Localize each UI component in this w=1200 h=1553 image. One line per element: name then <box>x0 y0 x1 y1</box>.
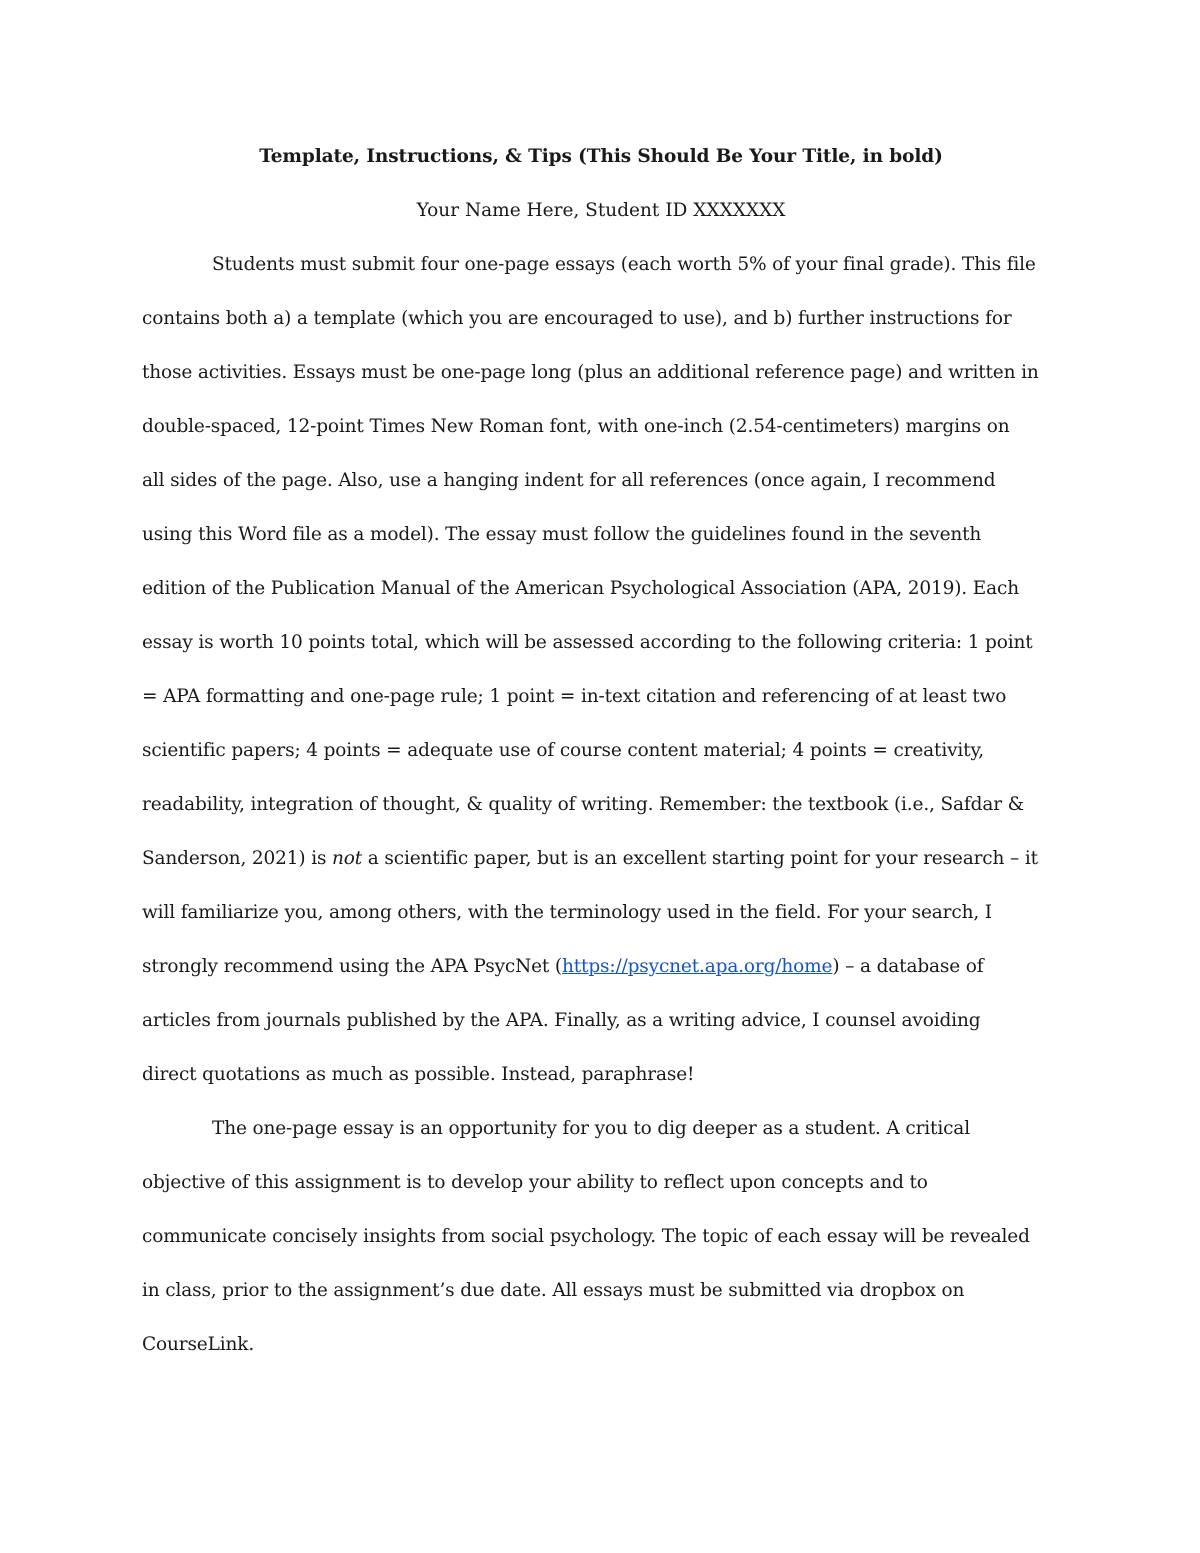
paragraph-line: articles from journals published by the APA. Finally, as a writing advice, I counsel avoiding <box>142 1010 981 1031</box>
paragraph-line: will familiarize you, among others, with the terminology used in the field. For your search, I <box>142 902 992 923</box>
paragraph-line: direct quotations as much as possible. Instead, paraphrase! <box>142 1064 695 1085</box>
paragraph-line: objective of this assignment is to develop your ability to reflect upon concepts and to <box>142 1172 928 1193</box>
paragraph-line: those activities. Essays must be one-page long (plus an additional reference page) and written in <box>142 362 1039 383</box>
paragraph-instructions <box>142 238 1060 1102</box>
paragraph-line <box>142 832 1060 886</box>
paragraph-line: scientific papers; 4 points = adequate use of course content material; 4 points = creativity, <box>142 740 985 761</box>
line-text: a scientific paper, but is an excellent starting point for your research – it <box>362 848 1038 869</box>
document-body <box>142 130 1060 1372</box>
paragraph-line: double-spaced, 12-point Times New Roman font, with one-inch (2.54-centimeters) margins on <box>142 416 1010 437</box>
line-text: strongly recommend using the APA PsycNet ( <box>142 956 562 977</box>
paragraph-objective <box>142 1102 1060 1372</box>
paragraph-line: all sides of the page. Also, use a hanging indent for all references (once again, I recommend <box>142 470 996 491</box>
paragraph-line: essay is worth 10 points total, which will be assessed according to the following criteria: 1 point <box>142 632 1033 653</box>
line-text: ) – a database of <box>832 956 984 977</box>
paragraph-line: CourseLink. <box>142 1334 255 1355</box>
emphasis-text: not <box>332 848 363 869</box>
paragraph-line: communicate concisely insights from social psychology. The topic of each essay will be revealed <box>142 1226 1030 1247</box>
paragraph-line <box>142 940 1060 994</box>
paragraph-line: using this Word file as a model). The essay must follow the guidelines found in the seventh <box>142 524 982 545</box>
paragraph-line: The one-page essay is an opportunity for you to dig deeper as a student. A critical <box>212 1118 970 1139</box>
paragraph-line: contains both a) a template (which you are encouraged to use), and b) further instructions for <box>142 308 1012 329</box>
paragraph-line: edition of the Publication Manual of the American Psychological Association (APA, 2019). Each <box>142 578 1019 599</box>
document-title: Template, Instructions, & Tips (This Should Be Your Title, in bold) <box>259 146 943 167</box>
psycnet-link[interactable]: https://psycnet.apa.org/home <box>562 956 833 977</box>
paragraph-line: in class, prior to the assignment’s due date. All essays must be submitted via dropbox on <box>142 1280 965 1301</box>
paragraph-line: readability, integration of thought, & quality of writing. Remember: the textbook (i.e., Safdar & <box>142 794 1024 815</box>
paragraph-line: Students must submit four one-page essays (each worth 5% of your final grade). This file <box>212 254 1036 275</box>
author-byline: Your Name Here, Student ID XXXXXXX <box>416 200 786 221</box>
line-text: Sanderson, 2021) is <box>142 848 333 869</box>
paragraph-line: = APA formatting and one-page rule; 1 point = in-text citation and referencing of at least two <box>142 686 1007 707</box>
